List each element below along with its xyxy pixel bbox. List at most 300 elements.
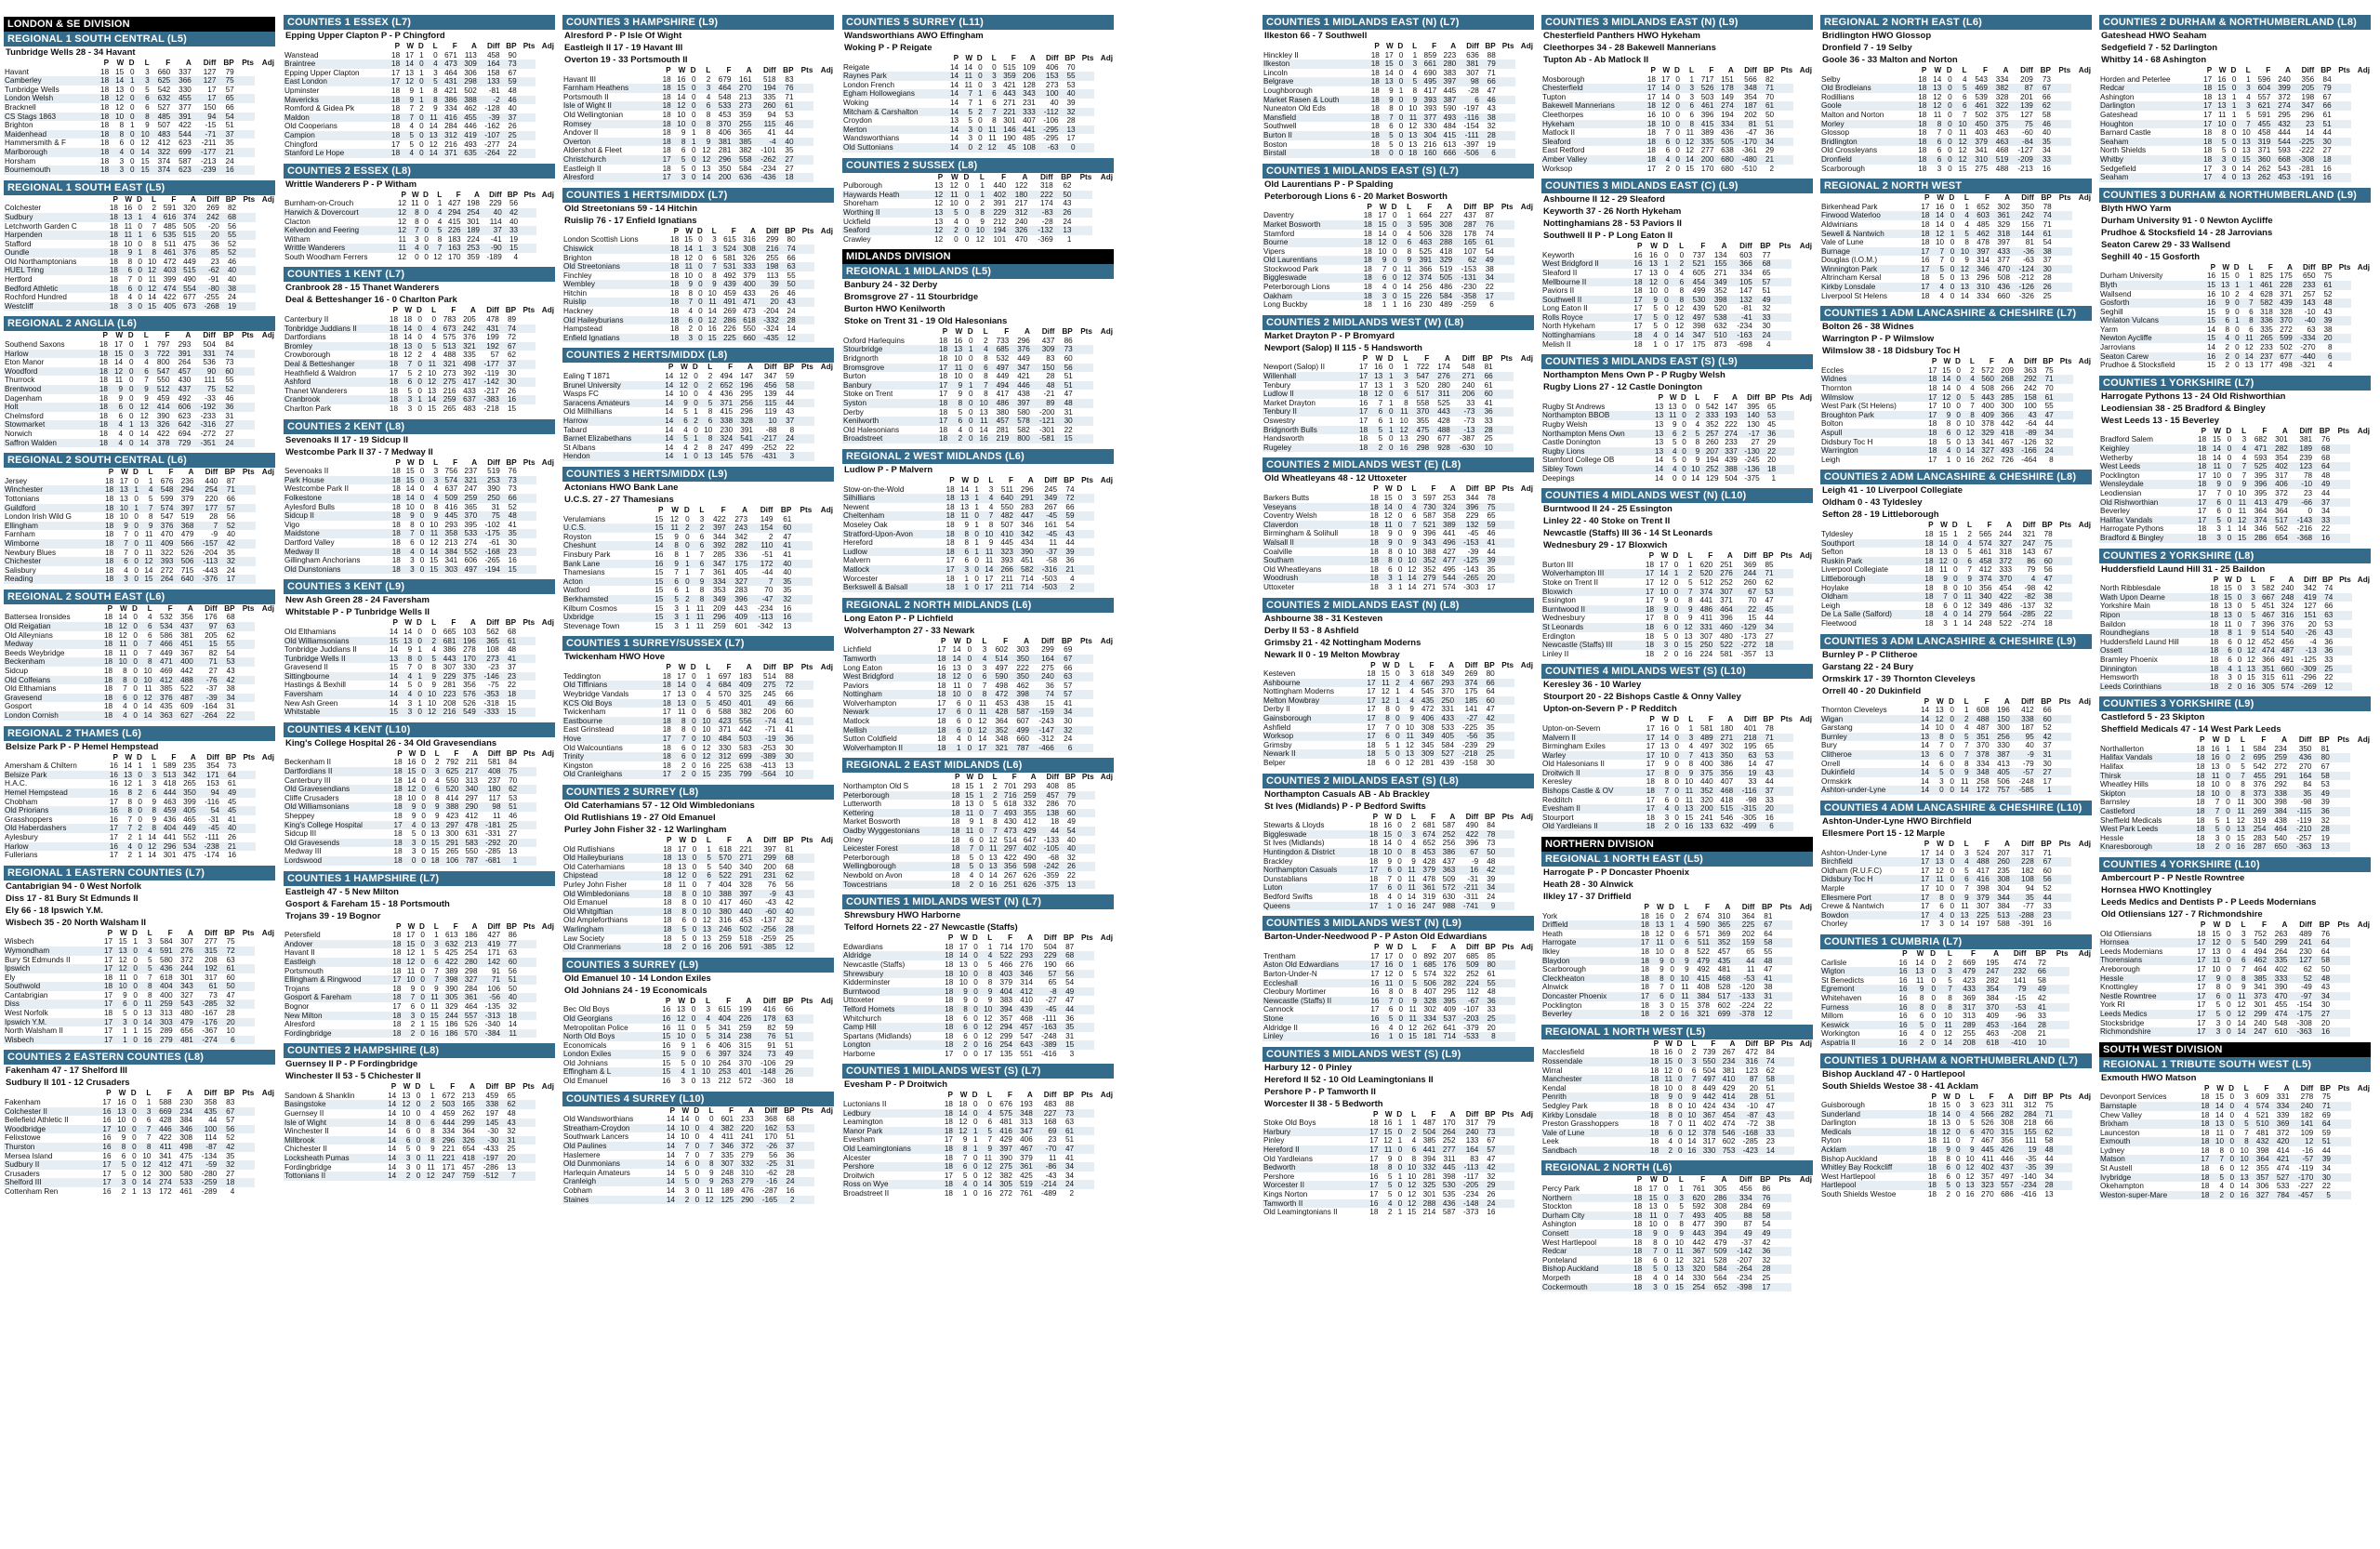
team-name: Crowborough	[284, 351, 331, 360]
stat-cell: 216	[444, 139, 457, 149]
table-row	[4, 512, 275, 522]
column-header-d: D	[137, 194, 142, 204]
stat-cell: 0	[973, 1049, 978, 1058]
stat-cell: 77	[501, 940, 518, 949]
column-1	[4, 15, 275, 1540]
stat-cell: 18	[951, 800, 960, 809]
league-table	[842, 173, 1114, 245]
stat-cell: -286	[483, 1162, 499, 1172]
stat-cell: 94	[192, 113, 218, 122]
stat-cell: 244	[440, 1012, 459, 1021]
table-header-row	[4, 331, 275, 340]
stat-cell: 18	[1358, 256, 1373, 265]
stat-cell: 627	[174, 711, 194, 721]
stat-cell: 12	[978, 717, 987, 726]
table-row	[842, 690, 1114, 699]
stat-cell: 15	[109, 350, 124, 359]
stat-cell: 14	[662, 1196, 676, 1205]
column-header-l: L	[148, 468, 153, 477]
stat-cell: 519	[1013, 1180, 1034, 1189]
stat-cell: 2	[993, 782, 998, 791]
stat-cell: 12	[671, 1014, 686, 1024]
stat-cell: 8	[136, 113, 151, 122]
stat-cell: 199	[486, 333, 499, 342]
stat-cell: 425	[444, 948, 458, 958]
stat-cell: 30	[500, 377, 517, 387]
column-header-f: F	[167, 603, 173, 613]
stat-cell: 515	[177, 266, 196, 275]
adj-cell	[236, 947, 256, 956]
stat-cell: 0	[694, 1132, 700, 1142]
table-row	[562, 925, 834, 934]
table-row	[284, 548, 555, 557]
team-name: Old Haileyburians	[562, 854, 658, 863]
stat-cell: 14	[666, 1132, 675, 1142]
adj-cell	[1495, 211, 1514, 220]
stat-cell: 27	[777, 155, 795, 165]
stat-cell: -316	[192, 420, 217, 430]
stat-cell: 18	[940, 1005, 954, 1014]
stat-cell: 0	[416, 1012, 426, 1021]
stat-cell: 18	[99, 622, 113, 631]
stat-cell: 10	[1403, 556, 1417, 565]
table-row	[842, 399, 1114, 408]
stat-cell: 7	[985, 827, 998, 836]
team-name: Coventry Welsh	[1263, 511, 1317, 521]
fixture-result: Old Streetonians 59 - 14 Hitchin	[564, 203, 698, 214]
stat-cell: -111	[205, 832, 219, 841]
stat-cell: 18	[392, 948, 402, 958]
league-title: COUNTIES 2 MIDLANDS WEST (W) (L8)	[1263, 315, 1534, 330]
stat-cell: 16	[98, 1107, 112, 1117]
stat-cell: 8	[430, 1127, 435, 1136]
stat-cell: 0	[134, 548, 139, 557]
stat-cell: 383	[1443, 68, 1457, 77]
stat-cell: 434	[1020, 538, 1034, 548]
stat-cell: 3	[114, 575, 129, 584]
team-name: Broadstreet II	[843, 1189, 890, 1198]
league-table	[562, 227, 834, 343]
stat-cell: 0	[413, 377, 423, 387]
stat-cell: 0	[416, 993, 426, 1002]
team-name: Wanstead	[284, 50, 319, 60]
table-row	[842, 978, 1114, 987]
stat-cell: 186	[444, 1020, 458, 1029]
table-row	[562, 298, 834, 307]
stat-cell: 18	[103, 1009, 113, 1018]
table-row	[562, 533, 834, 542]
table-header-row	[284, 306, 555, 315]
stat-cell: 57	[1064, 681, 1073, 690]
stat-cell: 15	[657, 1067, 672, 1077]
adj-cell	[1075, 1162, 1094, 1172]
adj-cell	[1076, 485, 1094, 495]
adj-cell	[517, 655, 536, 664]
stat-cell: 0	[979, 800, 984, 809]
table-row	[284, 1154, 555, 1163]
adj-cell	[237, 222, 256, 232]
stat-cell: 326	[743, 253, 756, 262]
stat-cell: 5	[1368, 426, 1383, 435]
stat-cell: 547	[1020, 1031, 1033, 1040]
team-name: Oxford Harlequins	[843, 336, 905, 345]
column-header-w: W	[121, 468, 128, 477]
adj-cell	[1075, 943, 1094, 952]
table-row	[562, 943, 834, 952]
stat-cell: 18	[387, 149, 401, 158]
stat-cell: 535	[157, 231, 177, 240]
team-name: Enfield Ignatians	[562, 334, 666, 343]
table-row	[284, 404, 555, 414]
stat-cell: 3	[152, 779, 157, 788]
team-name: Chiswick	[562, 245, 666, 254]
stat-cell: 6	[1398, 238, 1413, 247]
stat-cell: 473	[998, 827, 1018, 836]
stat-cell: -87	[193, 1143, 218, 1152]
adj-cell	[236, 667, 256, 676]
stat-cell: 18	[1358, 238, 1373, 247]
stat-cell: 242	[197, 213, 220, 222]
stat-cell: 0	[1397, 547, 1403, 556]
table-row	[842, 372, 1114, 381]
stat-cell: 18	[657, 84, 672, 93]
stat-cell: 0	[138, 797, 142, 806]
stat-cell: 534	[153, 622, 174, 631]
stat-cell: 18	[666, 262, 680, 271]
column-header-l: L	[430, 1082, 435, 1092]
stat-cell: 18	[1366, 556, 1380, 565]
stat-cell: 19	[220, 302, 237, 311]
table-row	[842, 1050, 1114, 1059]
stat-cell: 534	[177, 842, 196, 852]
table-row	[4, 1107, 275, 1117]
column-header-bp: BP	[784, 1105, 795, 1115]
stat-cell: 513	[437, 342, 456, 351]
stat-cell: 2	[694, 443, 698, 452]
stat-cell: 285	[713, 549, 726, 559]
stat-cell: 5	[112, 1160, 127, 1170]
team-name: Matlock	[843, 717, 870, 726]
stat-cell: 12	[140, 139, 150, 148]
table-row	[562, 1169, 834, 1178]
stat-cell: 422	[159, 1133, 172, 1143]
team-name: Writtle Wanderers	[284, 244, 394, 253]
stat-cell: 15	[426, 1012, 440, 1021]
column-header-team	[284, 458, 388, 468]
stat-cell: 326	[1007, 226, 1028, 235]
stat-cell: 18	[390, 767, 403, 776]
stat-cell: 174	[1039, 199, 1053, 208]
table-row	[842, 682, 1114, 691]
stat-cell: -71	[192, 130, 218, 139]
table-row	[1263, 220, 1534, 230]
stat-cell: 330	[463, 663, 476, 672]
stat-cell: 0	[959, 226, 971, 235]
stat-cell: 65	[217, 94, 234, 103]
adj-cell	[518, 476, 536, 485]
team-name: Belsize Park	[4, 771, 105, 780]
stat-cell: 12	[433, 252, 443, 261]
adj-cell	[237, 240, 256, 249]
stat-cell: 13	[427, 821, 441, 830]
stat-cell: 12	[423, 708, 437, 717]
stat-cell: 1	[1383, 372, 1394, 381]
adj-cell	[1497, 494, 1515, 503]
team-name: Bury St Edmunds II	[5, 955, 71, 964]
column-header-diff: Diff	[206, 194, 219, 204]
stat-cell: 0	[974, 844, 985, 854]
stat-cell: 15	[115, 67, 125, 76]
stat-cell: 1	[146, 1098, 152, 1107]
stat-cell: 10	[676, 1124, 690, 1133]
stat-cell: 640	[994, 494, 1014, 503]
stat-cell: 15	[1055, 434, 1073, 444]
stat-cell: 0	[1393, 229, 1397, 238]
stat-cell: 3	[113, 1018, 128, 1027]
stat-cell: 3	[407, 698, 413, 708]
table-row	[562, 1142, 834, 1151]
stat-cell: 0	[1398, 122, 1404, 131]
stat-cell: 584	[1433, 292, 1453, 301]
stat-cell: 18	[940, 970, 954, 979]
stat-cell: 271	[733, 854, 753, 863]
stat-cell: 0	[128, 1000, 139, 1009]
table-row	[562, 1159, 834, 1169]
stat-cell: 3	[402, 565, 416, 575]
stat-cell: 18	[105, 248, 119, 258]
stat-cell: 433	[463, 386, 476, 395]
stat-cell: 87	[226, 476, 235, 485]
stat-cell: 0	[416, 1091, 421, 1100]
stat-cell: 133	[478, 77, 501, 86]
stat-cell: 0	[129, 358, 134, 367]
stat-cell: 0	[138, 221, 142, 231]
column-header-diff: Diff	[1461, 353, 1475, 363]
stat-cell: 0	[962, 744, 973, 753]
column-header-pts: Pts	[1501, 353, 1513, 363]
column-header-bp: BP	[505, 306, 517, 315]
stat-cell: 0	[415, 252, 419, 261]
stat-cell: 18	[658, 890, 673, 899]
stat-cell: 281	[718, 146, 732, 155]
adj-cell	[1494, 381, 1514, 391]
table-row	[1263, 113, 1534, 123]
stat-cell: 475	[1409, 426, 1431, 435]
stat-cell: 313	[1020, 1118, 1033, 1127]
column-header-p: P	[112, 194, 118, 204]
team-name: Lincoln	[1263, 68, 1288, 77]
stat-cell: -111	[1042, 1013, 1057, 1023]
column-header-adj: Adj	[541, 190, 554, 199]
stat-cell: 7	[402, 529, 416, 538]
stat-cell: 62	[226, 630, 235, 640]
stat-cell: 16	[1395, 444, 1409, 453]
stat-cell: 16	[102, 1151, 112, 1160]
stat-cell: 17	[99, 1018, 113, 1027]
stat-cell: 350	[1009, 655, 1030, 664]
stat-cell: 533	[711, 101, 732, 111]
stat-cell: 1	[138, 832, 142, 841]
league-section	[842, 758, 1114, 889]
stat-cell: 421	[1003, 80, 1016, 89]
stat-cell: 0	[969, 336, 973, 345]
stat-cell: 374	[1412, 273, 1433, 283]
table-row	[562, 75, 834, 85]
stat-cell: 0	[1387, 292, 1397, 301]
column-header-a: A	[1027, 476, 1034, 484]
stat-cell: 0	[133, 990, 138, 1000]
column-header-l: L	[152, 752, 157, 761]
stat-cell: -23	[488, 663, 499, 672]
column-header-adj: Adj	[820, 226, 833, 235]
fixture-result: Bromsgrove 27 - 11 Stourbridge	[844, 292, 979, 303]
stat-cell: 206	[763, 708, 776, 717]
stat-cell: 18	[939, 354, 948, 364]
team-name: Old Suttonians	[842, 143, 945, 152]
table-row	[284, 663, 555, 672]
stat-cell: 599	[160, 494, 174, 503]
stat-cell: -13	[1451, 426, 1476, 435]
stat-cell: 20	[499, 1154, 516, 1163]
fixture-result: Ely 66 - 18 Ipswich Y.M.	[6, 905, 103, 916]
stat-cell: 11	[677, 1023, 686, 1032]
stat-cell: 66	[1475, 372, 1493, 381]
fixture-result: Wandsworthians AWO Effingham	[844, 31, 984, 41]
stat-cell: 552	[183, 832, 196, 841]
stat-cell: 11	[972, 708, 987, 717]
stat-cell: 24	[778, 434, 796, 444]
adj-cell	[517, 699, 536, 708]
stat-cell: 15	[654, 586, 664, 595]
team-name: KCS Old Boys	[562, 699, 657, 708]
stat-cell: 12	[139, 694, 153, 703]
stat-cell: 13	[672, 854, 687, 863]
stat-cell: 6	[405, 1127, 411, 1136]
stat-cell: 18	[657, 120, 672, 129]
column-header-p: P	[940, 636, 946, 645]
stat-cell: 449	[1017, 354, 1030, 364]
stat-cell: 25	[1484, 434, 1493, 444]
table-row	[284, 1119, 555, 1128]
stat-cell: 12	[1373, 238, 1388, 247]
table-row	[1263, 69, 1534, 78]
stat-cell: 9	[674, 399, 688, 408]
column-header-diff: Diff	[765, 226, 779, 235]
team-name: Cheshunt	[562, 541, 649, 550]
stat-cell: 10	[1378, 246, 1387, 256]
team-name: Chingford	[284, 139, 318, 149]
stat-cell: 0	[126, 1107, 137, 1117]
column-header-diff: Diff	[760, 505, 774, 514]
table-row	[4, 1178, 275, 1187]
column-header-w: W	[678, 66, 686, 74]
team-name: Worcester	[843, 574, 879, 583]
stat-cell: 51	[785, 1040, 794, 1050]
stat-cell: 18	[945, 538, 955, 548]
stat-cell: 15	[389, 663, 398, 672]
stat-cell: 56	[1055, 364, 1073, 373]
adj-cell	[518, 51, 536, 60]
stat-cell: 465	[183, 814, 196, 824]
stat-cell: 2	[152, 204, 157, 213]
stat-cell: 13	[430, 829, 440, 839]
fixture-result: Ludlow P - P Malvern	[844, 465, 933, 475]
stat-cell: -176	[194, 1018, 218, 1027]
stat-cell: 6	[948, 417, 963, 426]
stat-cell: 18	[937, 717, 946, 726]
stat-cell: 171	[197, 771, 220, 780]
stat-cell: 18	[390, 802, 403, 812]
stat-cell: 12	[984, 1031, 993, 1040]
adj-cell	[236, 649, 256, 658]
stat-cell: 1	[1412, 50, 1418, 60]
stat-cell: 438	[1016, 698, 1029, 708]
stat-cell: 4	[425, 60, 439, 69]
stat-cell: 12	[983, 1171, 993, 1180]
team-name: Warlingham	[562, 925, 658, 934]
stat-cell: 9	[118, 393, 124, 403]
adj-cell	[795, 725, 814, 735]
fixture-result: Market Drayton P - P Bromyard	[1264, 330, 1395, 341]
stat-cell: 428	[1437, 417, 1450, 425]
stat-cell: 17	[392, 1001, 402, 1011]
team-name: New Milton	[284, 1012, 389, 1021]
stat-cell: 1	[130, 121, 135, 130]
table-row	[1263, 96, 1534, 105]
stat-cell: 57	[218, 504, 236, 513]
team-name: Southam	[1263, 556, 1366, 565]
stat-cell: 0	[969, 1005, 979, 1014]
stat-cell: 47	[1487, 86, 1496, 95]
stat-cell: 82	[767, 1023, 776, 1032]
adj-cell	[1497, 548, 1515, 557]
team-name: Southwold	[4, 982, 99, 991]
stat-cell: 11	[425, 113, 439, 123]
stat-cell: 18	[947, 880, 961, 890]
stat-cell: 24	[226, 565, 235, 575]
adj-cell	[1075, 987, 1094, 997]
stat-cell: 8	[707, 407, 713, 417]
stat-cell: 10	[677, 110, 686, 119]
table-row	[284, 948, 555, 958]
stat-cell: 24	[217, 439, 234, 448]
stat-cell: 0	[419, 556, 425, 565]
column-header-diff: Diff	[487, 457, 500, 467]
column-header-pts: Pts	[800, 836, 813, 844]
stat-cell: 0	[967, 663, 972, 672]
stat-cell: 56	[227, 221, 237, 231]
stat-cell: 582	[1014, 565, 1035, 575]
stat-cell: 9	[671, 1050, 686, 1059]
stat-cell: 288	[1433, 238, 1453, 247]
adj-cell	[517, 1172, 536, 1181]
team-name: Crawley	[843, 234, 871, 244]
table-row	[842, 530, 1114, 539]
stat-cell: -259	[1461, 300, 1477, 310]
stat-cell: 5	[148, 494, 153, 503]
stat-cell: 3	[433, 68, 438, 77]
stat-cell: 0	[962, 708, 973, 717]
stat-cell: 18	[390, 856, 403, 866]
stat-cell: 17	[391, 139, 401, 149]
league-table	[4, 604, 275, 721]
adj-cell	[795, 399, 814, 408]
fixture-result: Eastleigh 47 - 5 New Milton	[285, 886, 399, 897]
table-row	[842, 717, 1114, 726]
league-table	[284, 458, 555, 575]
team-name: Barkers Butts	[1263, 493, 1310, 502]
table-row	[562, 1067, 834, 1077]
